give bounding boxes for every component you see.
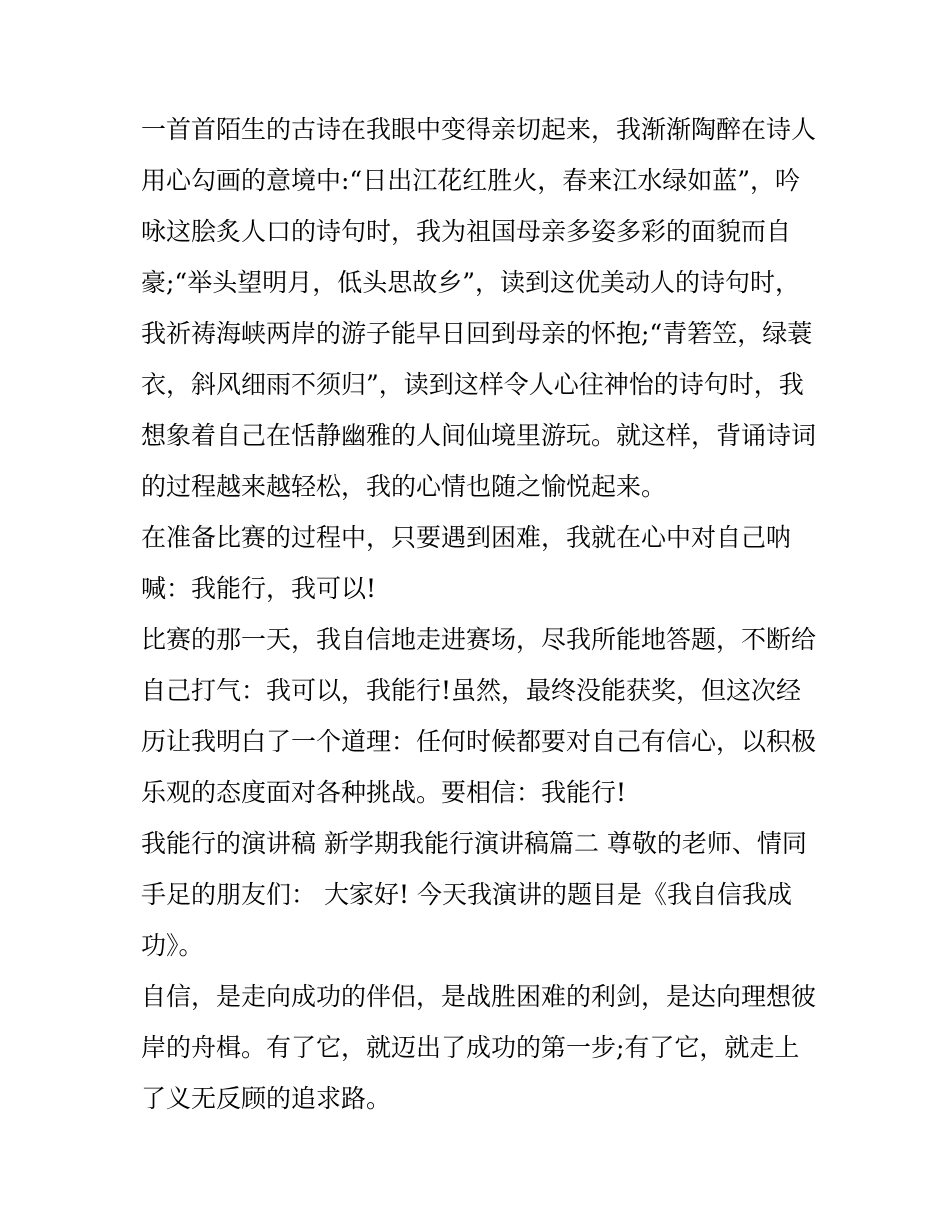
text-line: 咏这脍炙人口的诗句时，我为祖国母亲多姿多彩的面貌而自 bbox=[141, 217, 792, 246]
text-line: 的过程越来越轻松，我的心情也随之愉悦起来。 bbox=[141, 472, 667, 501]
text-line: 手足的朋友们： 大家好! 今天我演讲的题目是《我自信我成 bbox=[141, 880, 792, 909]
text-line: 一首首陌生的古诗在我眼中变得亲切起来，我渐渐陶醉在诗人 bbox=[141, 115, 817, 144]
text-line: 历让我明白了一个道理：任何时候都要对自己有信心，以积极 bbox=[141, 727, 817, 756]
body-text bbox=[141, 107, 821, 1127]
text-line: 自己打气：我可以，我能行!虽然，最终没能获奖，但这次经 bbox=[141, 676, 802, 705]
text-line: 我能行的演讲稿 新学期我能行演讲稿篇二 尊敬的老师、情同 bbox=[141, 829, 807, 858]
text-line: 衣，斜风细雨不须归”，读到这样令人心往神怡的诗句时，我 bbox=[141, 370, 804, 399]
text-line: 乐观的态度面对各种挑战。要相信：我能行! bbox=[141, 778, 627, 807]
text-line: 功》。 bbox=[141, 931, 204, 960]
text-line: 用心勾画的意境中:“日出江花红胜火，春来江水绿如蓝”，吟 bbox=[141, 166, 800, 195]
text-line: 在准备比赛的过程中，只要遇到困难，我就在心中对自己呐 bbox=[141, 523, 792, 552]
text-line: 岸的舟楫。有了它，就迈出了成功的第一步;有了它，就走上 bbox=[141, 1033, 800, 1062]
text-line: 豪;“举头望明月，低头思故乡”，读到这优美动人的诗句时， bbox=[141, 268, 800, 297]
text-line: 了义无反顾的追求路。 bbox=[141, 1084, 392, 1113]
text-line: 想象着自己在恬静幽雅的人间仙境里游玩。就这样，背诵诗词 bbox=[141, 421, 817, 450]
text-line: 自信，是走向成功的伴侣，是战胜困难的利剑，是达向理想彼 bbox=[141, 982, 817, 1011]
text-line: 我祈祷海峡两岸的游子能早日回到母亲的怀抱;“青箬笠，绿蓑 bbox=[141, 319, 813, 348]
text-line: 喊：我能行，我可以! bbox=[141, 574, 377, 603]
text-line: 比赛的那一天，我自信地走进赛场，尽我所能地答题，不断给 bbox=[141, 625, 817, 654]
